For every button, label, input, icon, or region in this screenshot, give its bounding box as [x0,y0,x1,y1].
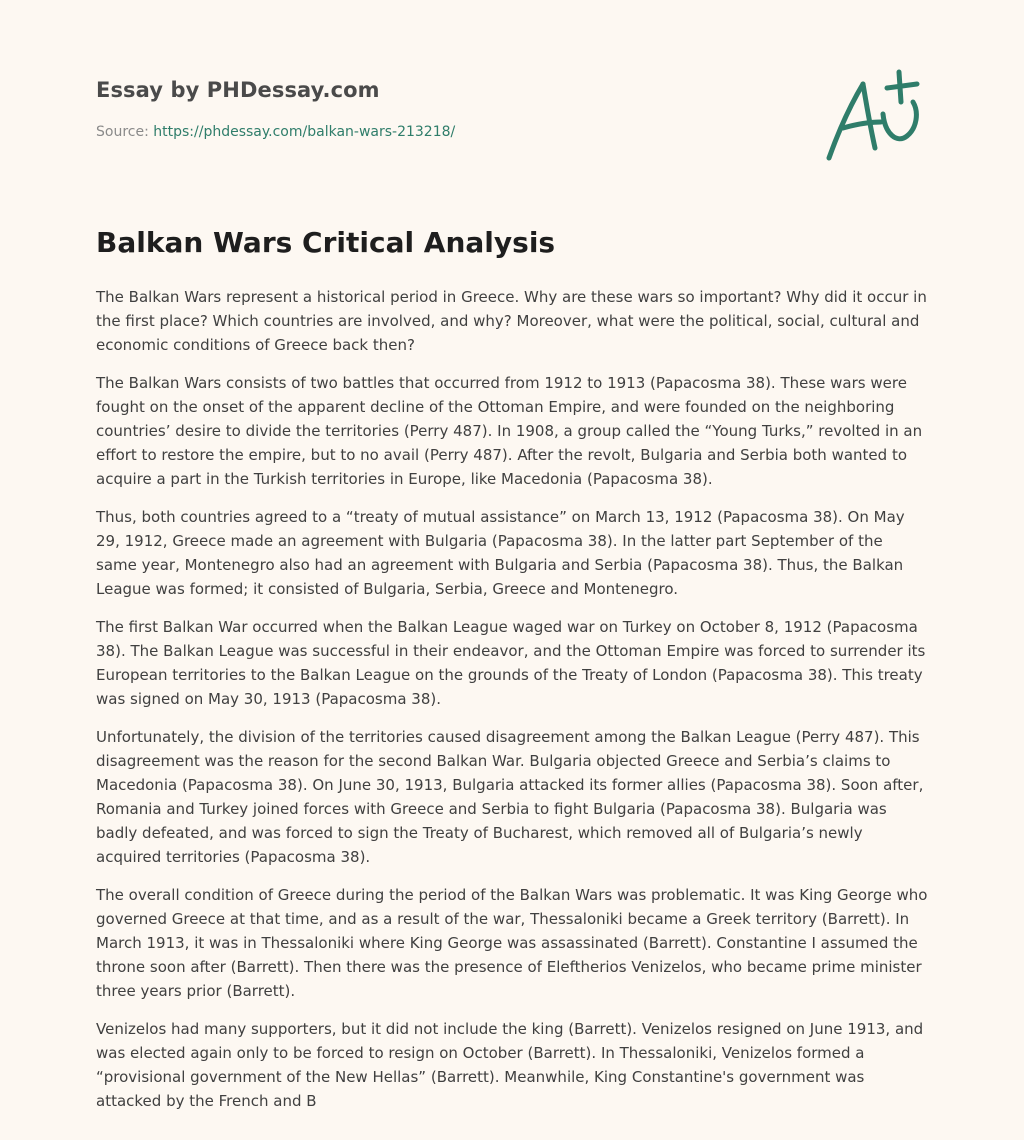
paragraph: The first Balkan War occurred when the Balkan League waged war on Turkey on October 8, 1912 (Papacosma 38). The Balkan League was successful in their endeavor, and the Ottoman Empire was forced to surrender its European territories to the Balkan League on the grounds of the Treaty of London (Papacosma 38). This treaty was signed on May 30, 1913 (Papacosma 38). [96,618,926,708]
a-plus-logo-icon [825,68,927,164]
source-label: Source: [96,124,154,140]
paragraph: The overall condition of Greece during the period of the Balkan Wars was problematic. It was King George who governed Greece at that time, and as a result of the war, Thessaloniki became a Greek territory (Barrett). In March 1913, it was in Thessaloniki where King George was assassinated (Barrett). Constantine I assumed the throne soon after (Barrett). Then there was the presence of Eleftherios Venizelos, who became prime minister three years prior (Barrett). [96,886,928,1000]
paragraph: Thus, both countries agreed to a “treaty of mutual assistance” on March 13, 1912 (Papacosma 38). On May 29, 1912, Greece made an agreement with Bulgaria (Papacosma 38). In the latter part September of the same year, Montenegro also had an agreement with Bulgaria and Serbia (Papacosma 38). Thus, the Balkan League was formed; it consisted of Bulgaria, Serbia, Greece and Montenegro. [96,508,905,598]
paragraph: The Balkan Wars consists of two battles that occurred from 1912 to 1913 (Papacosma 38). These wars were fought on the onset of the apparent decline of the Ottoman Empire, and were founded on the neighboring countries’ desire to divide the territories (Perry 487). In 1908, a group called the “Young Turks,” revolted in an effort to restore the empire, but to no avail (Perry 487). After the revolt, Bulgaria and Serbia both wanted to acquire a part in the Turkish territories in Europe, like Macedonia (Papacosma 38). [96,374,923,488]
paragraph: Unfortunately, the division of the territories caused disagreement among the Balkan League (Perry 487). This disagreement was the reason for the second Balkan War. Bulgaria objected Greece and Serbia’s claims to Macedonia (Papacosma 38). On June 30, 1913, Bulgaria attacked its former allies (Papacosma 38). Soon after, Romania and Turkey joined forces with Greece and Serbia to fight Bulgaria (Papacosma 38). Bulgaria was badly defeated, and was forced to sign the Treaty of Bucharest, which removed all of Bulgaria’s newly acquired territories (Papacosma 38). [96,728,924,866]
essay-body [96,285,928,1127]
paragraph: Venizelos had many supporters, but it did not include the king (Barrett). Venizelos resigned on June 1913, and was elected again only to be forced to resign on October (Barrett). In Thessaloniki, Venizelos formed a “provisional government of the New Hellas” (Barrett). Meanwhile, King Constantine's government was attacked by the French and B [96,1020,924,1110]
essay-title: Balkan Wars Critical Analysis [96,226,556,259]
source-line [96,124,455,140]
source-link[interactable]: https://phdessay.com/balkan-wars-213218/ [153,124,456,140]
paragraph: The Balkan Wars represent a historical period in Greece. Why are these wars so important? Why did it occur in the first place? Which countries are involved, and why? Moreover, what were the political, social, cultural and economic conditions of Greece back then? [96,288,927,354]
site-brand: Essay by PHDessay.com [96,78,380,102]
